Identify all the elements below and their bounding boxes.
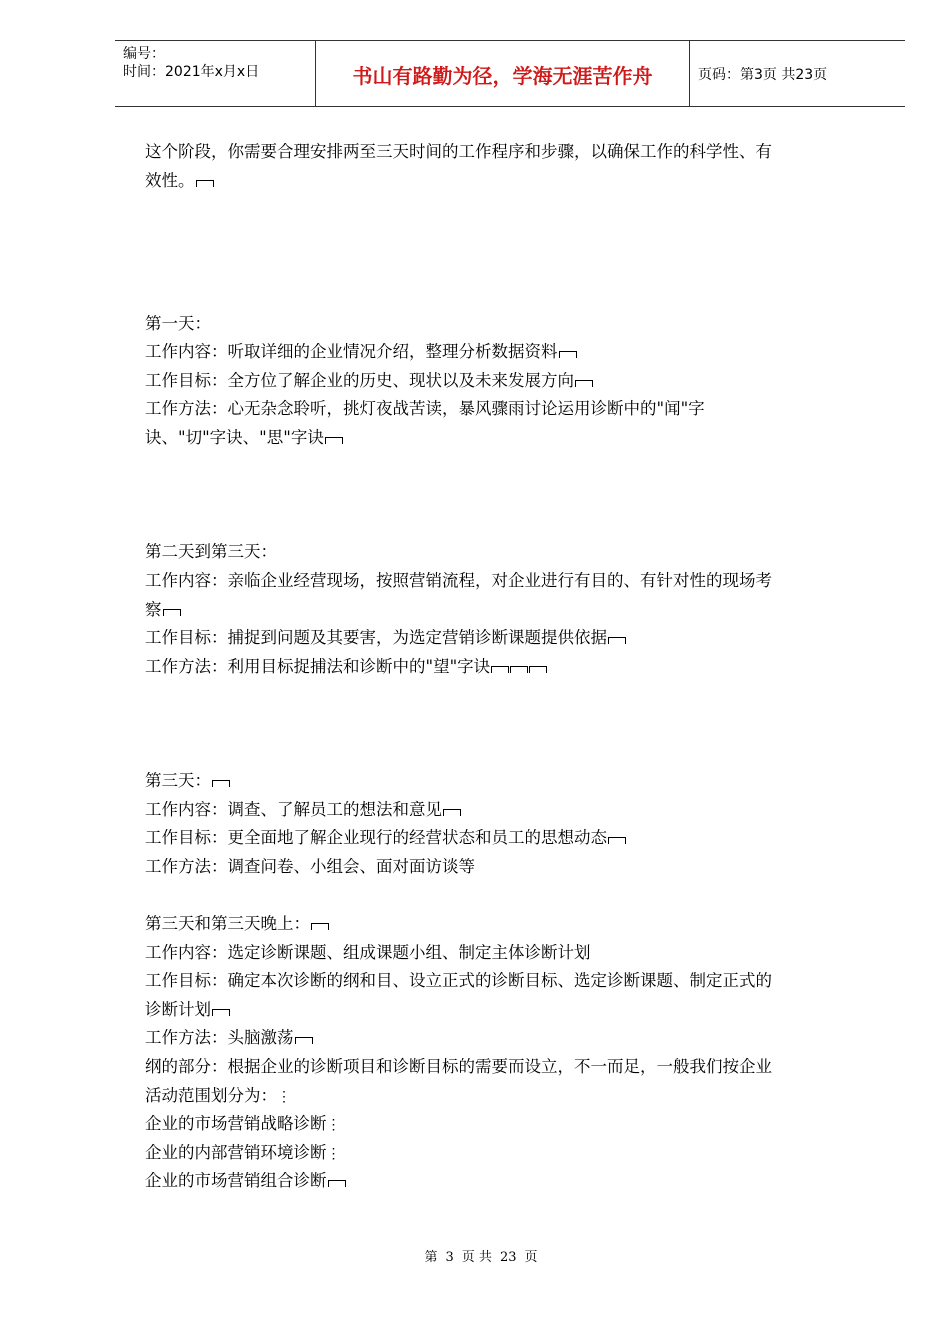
paragraph-mark-icon	[575, 380, 593, 387]
section-day-2-3	[145, 538, 880, 681]
outline-item-3: 企业的市场营销组合诊断	[145, 1167, 880, 1196]
footer-last: 页	[524, 1250, 538, 1265]
line-break-mark-icon: ⋮	[326, 1117, 341, 1134]
paragraph-mark-icon	[443, 809, 461, 816]
document-time-label: 时间：2021年x月x日	[123, 64, 260, 80]
work-method-line-1: 工作方法：心无杂念聆听，挑灯夜战苦读，暴风骤雨讨论运用诊断中的"闻"字	[145, 399, 705, 419]
paragraph-mark-icon	[608, 637, 626, 644]
paragraph-mark-icon	[510, 666, 528, 673]
document-number-label: 编号：	[123, 46, 165, 62]
document-body	[145, 138, 880, 1196]
section-day-1	[145, 310, 880, 453]
paragraph-mark-icon	[529, 666, 547, 673]
outline-line-2: 活动范围划分为：⋮	[145, 1082, 880, 1111]
paragraph-mark-icon	[559, 351, 577, 358]
paragraph-mark-icon	[212, 1009, 230, 1016]
header-page-label: 页码：第3页 共23页	[698, 67, 828, 83]
footer-total-pages: 23	[499, 1250, 517, 1265]
paragraph-mark-icon	[608, 837, 626, 844]
section-title: 第三天：	[145, 767, 880, 796]
work-goal: 工作目标：全方位了解企业的历史、现状以及未来发展方向	[145, 367, 880, 396]
paragraph-mark-icon	[163, 609, 181, 616]
section-day-3	[145, 767, 880, 881]
work-content: 工作内容：选定诊断课题、组成课题小组、制定主体诊断计划	[145, 942, 591, 962]
line-break-mark-icon: ⋮	[326, 1145, 341, 1162]
paragraph-mark-icon	[295, 1037, 313, 1044]
work-content: 工作内容：调查、了解员工的想法和意见	[145, 796, 880, 825]
paragraph-mark-icon	[491, 666, 509, 673]
paragraph-mark-icon	[311, 923, 329, 930]
intro-line-2: 效性。	[145, 167, 880, 196]
footer-page-number: 3	[445, 1250, 454, 1265]
outline-line-1: 纲的部分：根据企业的诊断项目和诊断目标的需要而设立，不一而足，一般我们按企业	[145, 1057, 772, 1076]
line-break-mark-icon: ⋮	[277, 1088, 291, 1105]
paragraph-mark-icon	[196, 180, 214, 187]
work-goal-line-1: 工作目标：确定本次诊断的纲和目、设立正式的诊断目标、选定诊断课题、制定正式的	[145, 971, 772, 991]
paragraph-mark-icon	[212, 780, 230, 787]
section-title: 第二天到第三天：	[145, 542, 277, 562]
work-content: 工作内容：听取详细的企业情况介绍，整理分析数据资料	[145, 338, 880, 367]
outline-item-1: 企业的市场营销战略诊断⋮	[145, 1110, 880, 1139]
section-title: 第一天：	[145, 313, 211, 333]
outline-item-2: 企业的内部营销环境诊断⋮	[145, 1139, 880, 1168]
page-footer	[0, 1246, 950, 1265]
paragraph-mark-icon	[325, 437, 343, 444]
footer-mid: 页 共	[461, 1250, 492, 1265]
work-method: 工作方法：利用目标捉捕法和诊断中的"望"字诀	[145, 653, 880, 682]
work-method: 工作方法：头脑激荡	[145, 1024, 880, 1053]
work-goal-line-2: 诊断计划	[145, 996, 880, 1025]
header-meta	[115, 41, 316, 107]
header-motto: 书山有路勤为径，学海无涯苦作舟	[316, 41, 690, 107]
work-method: 工作方法：调查问卷、小组会、面对面访谈等	[145, 856, 475, 876]
page-header	[115, 40, 905, 107]
work-goal: 工作目标：更全面地了解企业现行的经营状态和员工的思想动态	[145, 824, 880, 853]
work-method-line-2: 诀、"切"字诀、"思"字诀	[145, 424, 880, 453]
intro-line-1: 这个阶段，你需要合理安排两至三天时间的工作程序和步骤，以确保工作的科学性、有	[145, 142, 772, 161]
work-content-line-2: 察	[145, 596, 880, 625]
work-content-line-1: 工作内容：亲临企业经营现场，按照营销流程，对企业进行有目的、有针对性的现场考	[145, 570, 772, 590]
section-day-3-evening	[145, 910, 880, 1196]
paragraph-mark-icon	[328, 1180, 346, 1187]
footer-first: 第	[424, 1250, 438, 1265]
section-title: 第三天和第三天晚上：	[145, 910, 880, 939]
work-goal: 工作目标：捕捉到问题及其要害，为选定营销诊断课题提供依据	[145, 624, 880, 653]
